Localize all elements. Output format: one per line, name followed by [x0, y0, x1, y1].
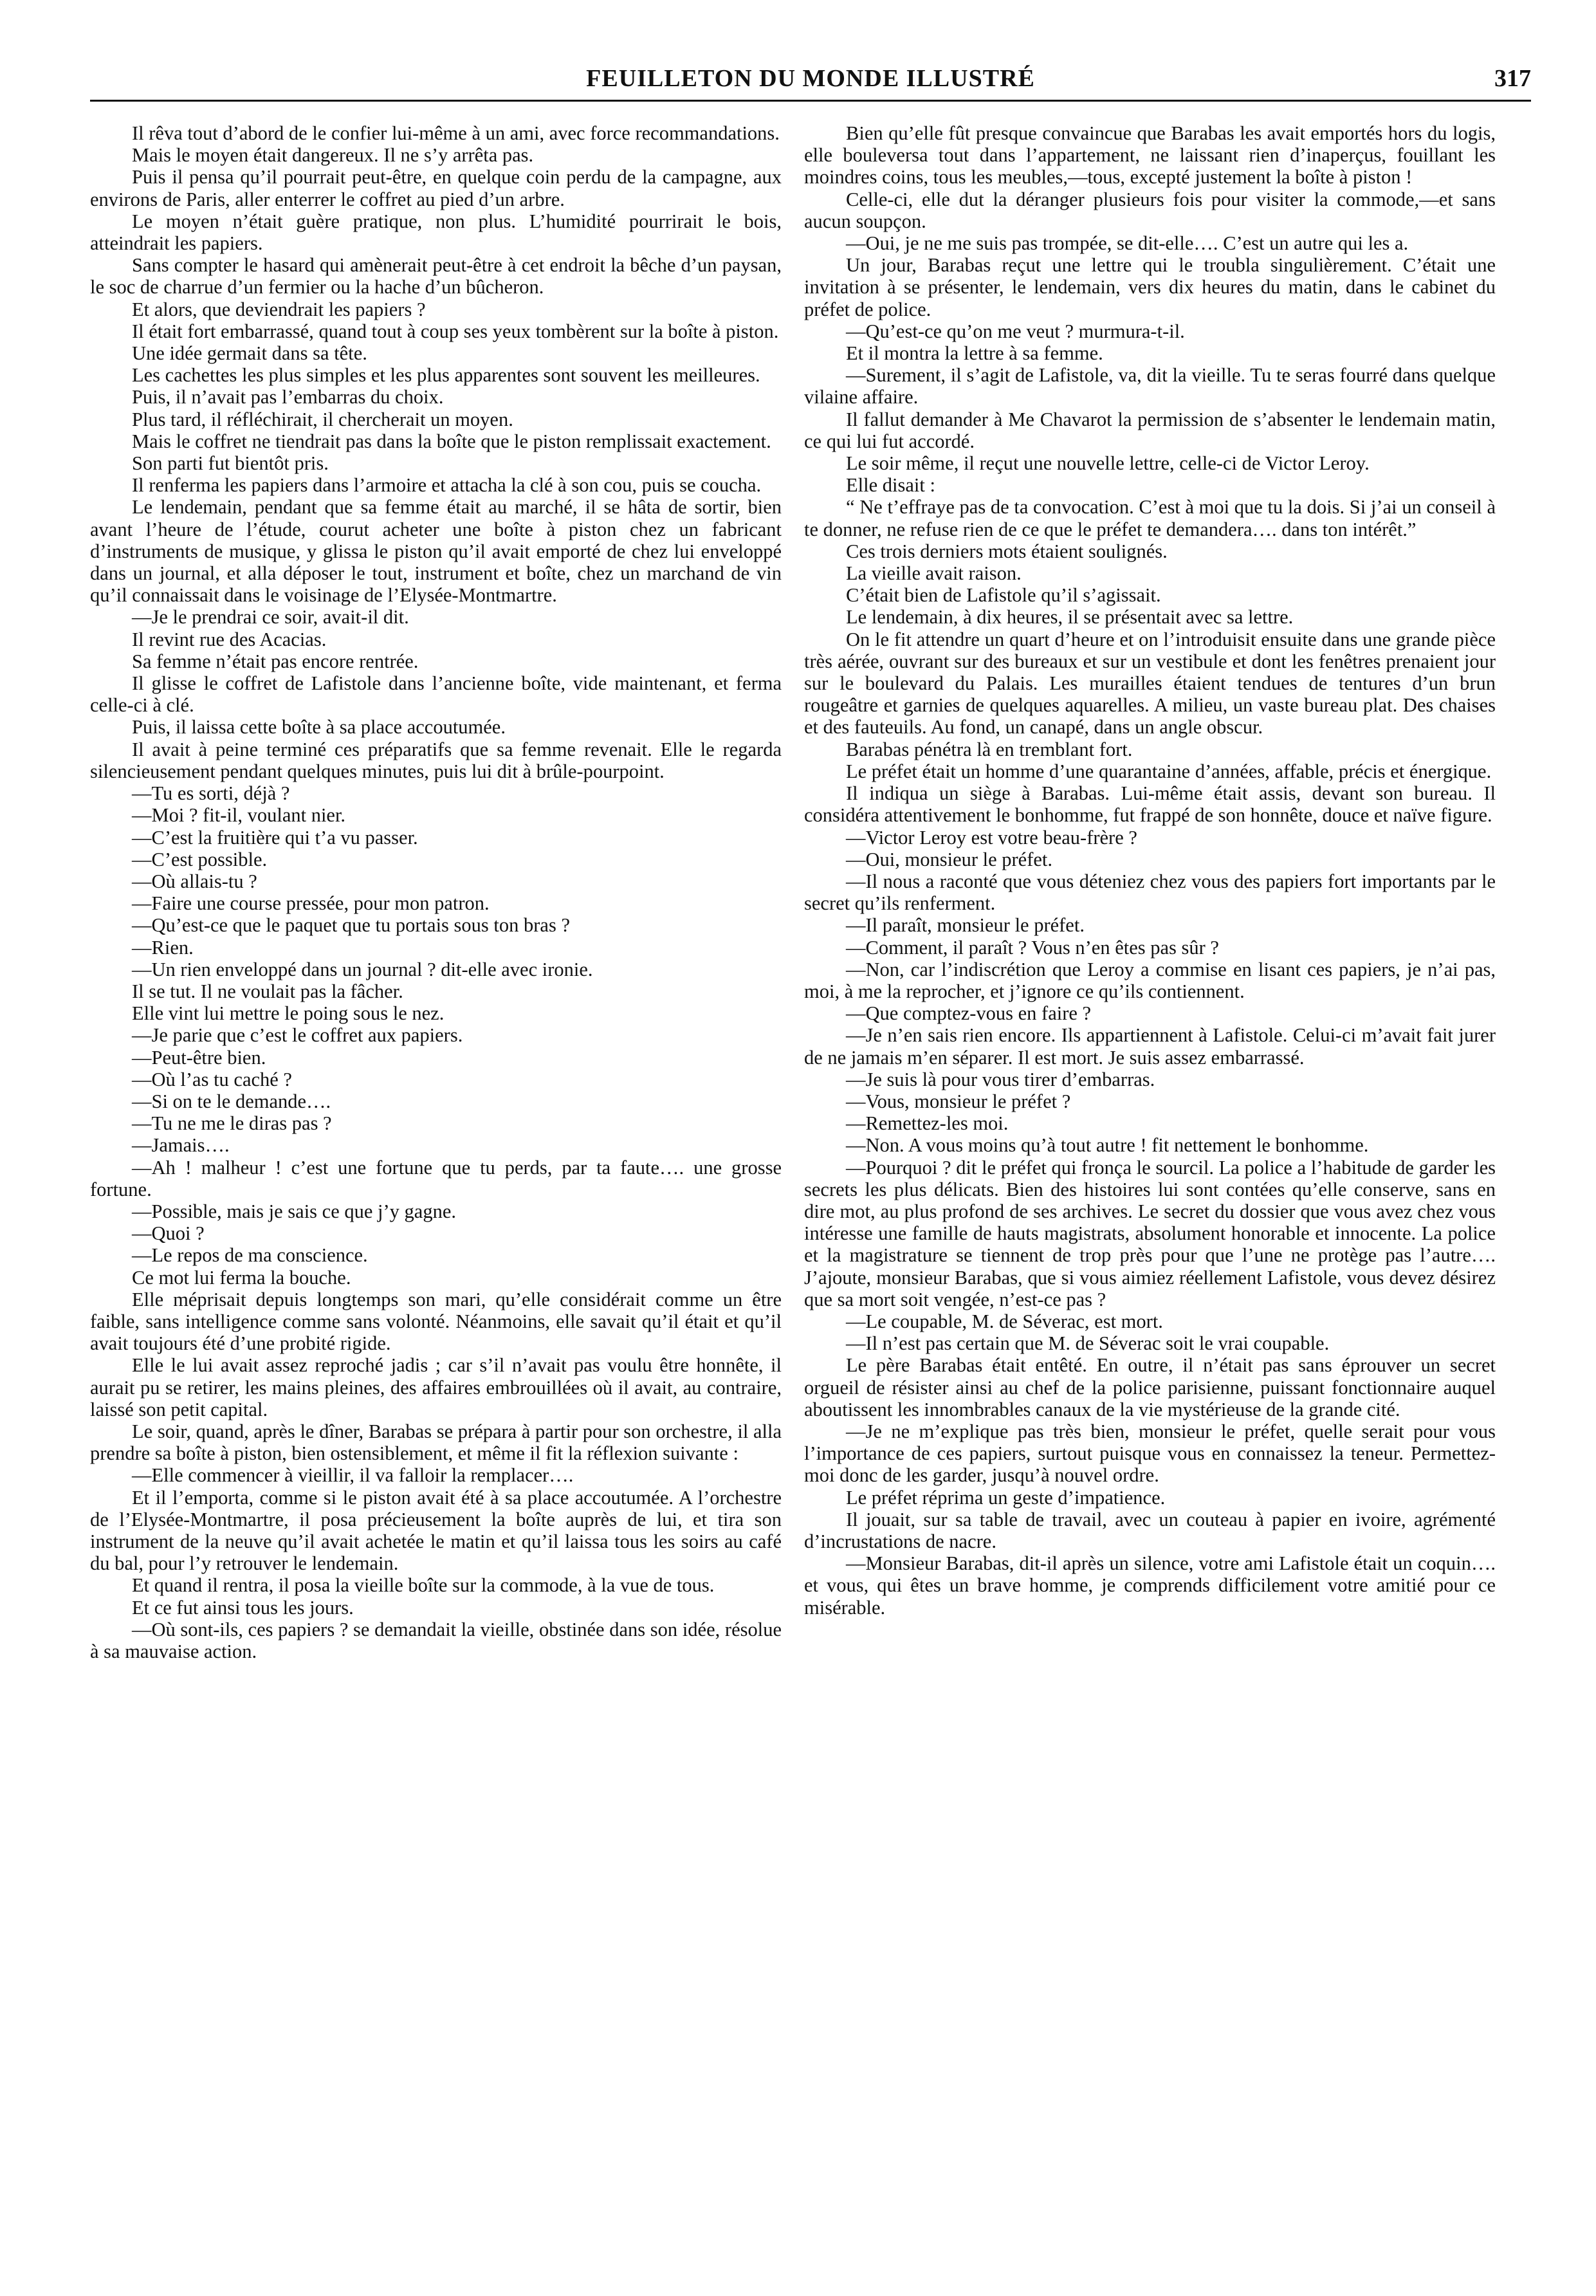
paragraph: Il glisse le coffret de Lafistole dans l’ancienne boîte, vide maintenant, et ferma celle-ci à clé. [90, 672, 782, 717]
paragraph: —Elle commencer à vieillir, il va falloir la remplacer…. [132, 1464, 574, 1487]
paragraph: Puis, il laissa cette boîte à sa place accoutumée. [132, 716, 506, 739]
paragraph: —Le coupable, M. de Séverac, est mort. [846, 1310, 1163, 1332]
paragraph: Il jouait, sur sa table de travail, avec un couteau à papier en ivoire, agrémenté d’incrustations de nacre. [804, 1508, 1496, 1552]
paragraph: —Victor Leroy est votre beau-frère ? [846, 826, 1137, 849]
paragraph: Les cachettes les plus simples et les plus apparentes sont souvent les meilleures. [132, 364, 760, 387]
paragraph: Il revint rue des Acacias. [132, 628, 327, 650]
paragraph: “ Ne t’effraye pas de ta convocation. C’est à moi que tu la dois. Si j’ai un conseil à te donner, ne refuse rien de ce que le préfet te demandera…. dans ton intérêt.” [804, 496, 1496, 540]
paragraph: Elle méprisait depuis longtemps son mari, qu’elle considérait comme un être faible, sans intelligence comme sans volonté. Néanmoins, elle savait qu’il était et qu’il avait toujours été d’une probité rigide. [90, 1288, 782, 1355]
paragraph: —Tu es sorti, déjà ? [132, 782, 290, 805]
paragraph: —Il nous a raconté que vous déteniez chez vous des papiers fort importants par le secret qu’ils renferment. [804, 870, 1496, 915]
paragraph: —Où allais-tu ? [132, 870, 257, 892]
header-rule [90, 100, 1531, 102]
paragraph: —Surement, il s’agit de Lafistole, va, dit la vieille. Tu te seras fourré dans quelque vilaine affaire. [804, 364, 1496, 409]
paragraph: Il était fort embarrassé, quand tout à coup ses yeux tombèrent sur la boîte à piston. [132, 320, 779, 342]
paragraph: Ces trois derniers mots étaient soulignés. [846, 540, 1168, 562]
paragraph: Il rêva tout d’abord de le confier lui-même à un ami, avec force recommandations. [132, 122, 780, 144]
paragraph: Une idée germait dans sa tête. [132, 342, 367, 365]
paragraph: —Faire une course pressée, pour mon patron. [132, 892, 490, 915]
paragraph: —Vous, monsieur le préfet ? [846, 1090, 1071, 1112]
paragraph: On le fit attendre un quart d’heure et on l’introduisit ensuite dans une grande pièce très aérée, ouvrant sur des bureaux et sur un vestibule et dont les fenêtres prenaient jour sur le boulevard du Palais. Les murailles étaient tendues de tentures d’un brun rougeâtre et garnies de quelques aquarelles. A milieu, un vaste bureau plat. Des chaises et des fauteuils. Au fond, un canapé, dans un angle obscur. [804, 628, 1496, 739]
paragraph: La vieille avait raison. [846, 562, 1022, 585]
paragraph: Le lendemain, à dix heures, il se présentait avec sa lettre. [846, 606, 1294, 629]
paragraph: —Possible, mais je sais ce que j’y gagne. [132, 1200, 456, 1222]
paragraph: Le soir, quand, après le dîner, Barabas se prépara à partir pour son orchestre, il alla prendre sa boîte à piston, bien ostensiblement, et même il fit la réflexion suivante : [90, 1420, 782, 1465]
paragraph: —Peut-être bien. [132, 1046, 266, 1069]
paragraph: Elle disait : [846, 474, 935, 497]
paragraph: —Quoi ? [132, 1222, 205, 1245]
paragraph: —Jamais…. [132, 1134, 230, 1157]
paragraph: —Le repos de ma conscience. [132, 1244, 368, 1267]
paragraph: —Si on te le demande…. [132, 1090, 331, 1112]
paragraph: Le préfet était un homme d’une quarantaine d’années, affable, précis et énergique. [846, 760, 1492, 782]
page-number: 317 [1494, 65, 1531, 92]
paragraph: Et ce fut ainsi tous les jours. [132, 1596, 354, 1619]
left-column [90, 122, 782, 1662]
paragraph: Mais le moyen était dangereux. Il ne s’y arrêta pas. [132, 144, 534, 167]
paragraph: Elle le lui avait assez reproché jadis ; car s’il n’avait pas voulu être honnête, il aurait pu se retirer, les mains pleines, des affaires embrouillées où il avait, au contraire, laissé son petit capital. [90, 1354, 782, 1420]
paragraph: —Où sont-ils, ces papiers ? se demandait la vieille, obstinée dans son idée, résolue à sa mauvaise action. [90, 1618, 782, 1663]
paragraph: Ce mot lui ferma la bouche. [132, 1266, 351, 1289]
paragraph: —Je le prendrai ce soir, avait-il dit. [132, 606, 409, 629]
paragraph: —Qu’est-ce qu’on me veut ? murmura-t-il. [846, 320, 1185, 342]
paragraph: —Comment, il paraît ? Vous n’en êtes pas sûr ? [846, 936, 1219, 959]
paragraph: Puis il pensa qu’il pourrait peut-être, en quelque coin perdu de la campagne, aux environs de Paris, aller enterrer le coffret au pied d’un arbre. [90, 166, 782, 210]
paragraph: Plus tard, il réfléchirait, il chercherait un moyen. [132, 408, 513, 430]
paragraph: Et il montra la lettre à sa femme. [846, 342, 1103, 365]
paragraph: Celle-ci, elle dut la déranger plusieurs fois pour visiter la commode,—et sans aucun soupçon. [804, 188, 1496, 232]
paragraph: Il se tut. Il ne voulait pas la fâcher. [132, 980, 403, 1002]
paragraph: —Monsieur Barabas, dit-il après un silence, votre ami Lafistole était un coquin…. et vous, qui êtes un brave homme, je comprends difficilement votre amitié pour ce misérable. [804, 1552, 1496, 1619]
paragraph: —C’est la fruitière qui t’a vu passer. [132, 826, 418, 849]
right-column [804, 122, 1496, 1619]
paragraph: Puis, il n’avait pas l’embarras du choix. [132, 386, 444, 409]
paragraph: —Où l’as tu caché ? [132, 1068, 292, 1090]
paragraph: —Il paraît, monsieur le préfet. [846, 914, 1085, 937]
paragraph: —Que comptez-vous en faire ? [846, 1002, 1092, 1025]
paragraph: Barabas pénétra là en tremblant fort. [846, 738, 1133, 760]
page-header [90, 64, 1531, 103]
paragraph: Sa femme n’était pas encore rentrée. [132, 650, 419, 672]
paragraph: Et il l’emporta, comme si le piston avait été à sa place accoutumée. A l’orchestre de l’Elysée-Montmartre, il posa précieusement la boîte auprès de lui, et tira son instrument de la neuve qu’il avait achetée le matin et qu’il laissa tous les soirs au café du bal, pour l’y retrouver le lendemain. [90, 1486, 782, 1575]
paragraph: Elle vint lui mettre le poing sous le nez. [132, 1002, 445, 1025]
paragraph: —Ah ! malheur ! c’est une fortune que tu perds, par ta faute…. une grosse fortune. [90, 1156, 782, 1200]
paragraph: —Non. A vous moins qu’à tout autre ! fit nettement le bonhomme. [846, 1134, 1369, 1157]
paragraph: —Remettez-les moi. [846, 1112, 1009, 1135]
paragraph: Le père Barabas était entêté. En outre, il n’était pas sans éprouver un secret orgueil de résister ainsi au chef de la police parisienne, puissant fonctionnaire auquel aboutissent les innombrables canaux de la vie mystérieuse de la grande cité. [804, 1354, 1496, 1420]
paragraph: —Oui, monsieur le préfet. [846, 848, 1053, 870]
paragraph: Il indiqua un siège à Barabas. Lui-même était assis, devant son bureau. Il considéra attentivement le bonhomme, fut frappé de son honnête, douce et naïve figure. [804, 782, 1496, 827]
paragraph: Et alors, que deviendrait les papiers ? [132, 298, 426, 320]
paragraph: —Pourquoi ? dit le préfet qui fronça le sourcil. La police a l’habitude de garder les secrets les plus délicats. Bien des histoires lui sont contées qu’elle conserve, sans en dire mot, au plus profond de ses archives. Le secret du dossier que vous avez chez vous intéresse une famille de hauts magistrats, absolument honorable et innocente. La police et la magistrature se tiennent de trop près pour que l’une ne protège pas l’autre…. J’ajoute, monsieur Barabas, que si vous aimiez réellement Lafistole, vous devez désirez que sa mort soit vengée, n’est-ce pas ? [804, 1156, 1496, 1310]
paragraph: Son parti fut bientôt pris. [132, 452, 329, 475]
paragraph: —Rien. [132, 936, 194, 959]
paragraph: —Oui, je ne me suis pas trompée, se dit-elle…. C’est un autre qui les a. [846, 232, 1409, 255]
paragraph: Il avait à peine terminé ces préparatifs que sa femme revenait. Elle le regarda silencieusement pendant quelques minutes, puis lui dit à brûle-pourpoint. [90, 738, 782, 782]
paragraph: —Je ne m’explique pas très bien, monsieur le préfet, quelle serait pour vous l’importance de ces papiers, surtout puisque vous en connaissez la teneur. Permettez-moi donc de les garder, jusqu’à nouvel ordre. [804, 1420, 1496, 1487]
paragraph: Il renferma les papiers dans l’armoire et attacha la clé à son cou, puis se coucha. [132, 474, 762, 497]
paragraph: Sans compter le hasard qui amènerait peut-être à cet endroit la bêche d’un paysan, le soc de charrue d’un fermier ou la hache d’un bûcheron. [90, 254, 782, 298]
paragraph: —Tu ne me le diras pas ? [132, 1112, 332, 1135]
paragraph: —C’est possible. [132, 848, 268, 870]
paragraph: Le lendemain, pendant que sa femme était au marché, il se hâta de sortir, bien avant l’heure de l’étude, courut acheter une boîte à piston chez un fabricant d’instruments de musique, y glissa le piston qu’il avait emporté de chez lui enveloppé dans un journal, et alla déposer le tout, instrument et boîte, chez un marchand de vin qu’il connaissait dans le voisinage de l’Elysée-Montmartre. [90, 496, 782, 607]
paragraph: Et quand il rentra, il posa la vieille boîte sur la commode, à la vue de tous. [132, 1574, 715, 1597]
paragraph: —Moi ? fit-il, voulant nier. [132, 804, 346, 827]
paragraph: —Je parie que c’est le coffret aux papiers. [132, 1024, 463, 1047]
paragraph: Bien qu’elle fût presque convaincue que Barabas les avait emportés hors du logis, elle bouleversa tout dans l’appartement, ne laissant rien d’inaperçus, fouillant les moindres coins, tous les meubles,—tous, excepté justement la boîte à piston ! [804, 122, 1496, 188]
paragraph: —Un rien enveloppé dans un journal ? dit-elle avec ironie. [132, 958, 593, 980]
paragraph: —Non, car l’indiscrétion que Leroy a commise en lisant ces papiers, je n’ai pas, moi, à me la reprocher, et j’ignore ce qu’ils contiennent. [804, 958, 1496, 1002]
paragraph: Le moyen n’était guère pratique, non plus. L’humidité pourrirait le bois, atteindrait les papiers. [90, 210, 782, 255]
paragraph: —Je n’en sais rien encore. Ils appartiennent à Lafistole. Celui-ci m’avait fait jurer de ne jamais m’en séparer. Il est mort. Je suis assez embarrassé. [804, 1024, 1496, 1069]
paragraph: —Il n’est pas certain que M. de Séverac soit le vrai coupable. [846, 1332, 1330, 1355]
paragraph: —Je suis là pour vous tirer d’embarras. [846, 1068, 1155, 1090]
paragraph: Le soir même, il reçut une nouvelle lettre, celle-ci de Victor Leroy. [846, 452, 1370, 475]
paragraph: Le préfet réprima un geste d’impatience. [846, 1486, 1166, 1509]
paragraph: Mais le coffret ne tiendrait pas dans la boîte que le piston remplissait exactement. [132, 430, 771, 452]
paragraph: Un jour, Barabas reçut une lettre qui le troubla singulièrement. C’était une invitation à se présenter, le lendemain, vers dix heures du matin, dans le cabinet du préfet de police. [804, 254, 1496, 320]
paragraph: —Qu’est-ce que le paquet que tu portais sous ton bras ? [132, 914, 570, 937]
running-title: FEUILLETON DU MONDE ILLUSTRÉ [586, 65, 1035, 92]
paragraph: Il fallut demander à Me Chavarot la permission de s’absenter le lendemain matin, ce qui lui fut accordé. [804, 408, 1496, 452]
paragraph: C’était bien de Lafistole qu’il s’agissait. [846, 584, 1161, 607]
